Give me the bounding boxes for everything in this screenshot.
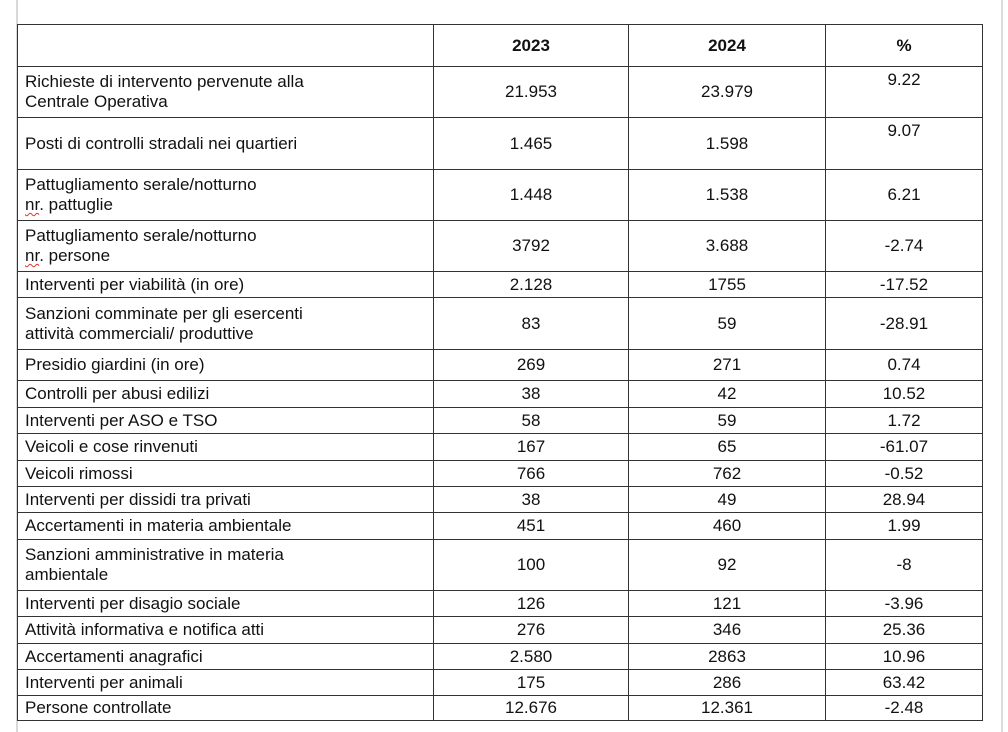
value-percent: -0.52	[826, 461, 983, 487]
value-2023: 451	[434, 513, 629, 540]
value-2023: 3792	[434, 221, 629, 272]
value-2024: 2863	[629, 644, 826, 670]
value-2024: 286	[629, 670, 826, 696]
row-label-line: Sanzioni amministrative in materia	[25, 545, 284, 564]
header-2024: 2024	[629, 25, 826, 67]
table-row	[18, 272, 983, 298]
row-label-line: Pattugliamento serale/notturno	[25, 175, 257, 194]
value-2023: 38	[434, 381, 629, 408]
row-label	[18, 591, 434, 617]
row-label	[18, 350, 434, 381]
row-label-line: Presidio giardini (in ore)	[25, 355, 205, 374]
value-percent: -2.74	[826, 221, 983, 272]
value-percent: 1.99	[826, 513, 983, 540]
value-percent: 63.42	[826, 670, 983, 696]
value-2024: 762	[629, 461, 826, 487]
row-label-line: attività commerciali/ produttive	[25, 323, 254, 343]
header-2023: 2023	[434, 25, 629, 67]
row-label	[18, 381, 434, 408]
row-label	[18, 67, 434, 118]
page-edge-right	[1001, 0, 1003, 732]
value-2024: 65	[629, 434, 826, 461]
value-percent: 6.21	[826, 170, 983, 221]
value-2024: 460	[629, 513, 826, 540]
table-row	[18, 350, 983, 381]
row-label-line: nr. pattuglie	[25, 195, 113, 214]
row-label	[18, 487, 434, 513]
row-label-line: Persone controllate	[25, 698, 172, 717]
value-2023: 1.465	[434, 118, 629, 170]
table-row	[18, 696, 983, 721]
row-label	[18, 670, 434, 696]
row-label-line: Interventi per disagio sociale	[25, 593, 241, 613]
row-label	[18, 696, 434, 721]
header-percent: %	[826, 25, 983, 67]
row-label	[18, 617, 434, 644]
table-row	[18, 408, 983, 434]
table-row	[18, 221, 983, 272]
table-row	[18, 670, 983, 696]
row-label	[18, 272, 434, 298]
row-label	[18, 298, 434, 350]
value-percent: 10.96	[826, 644, 983, 670]
row-label	[18, 461, 434, 487]
table-row	[18, 118, 983, 170]
row-label	[18, 118, 434, 170]
spellcheck-mark: nr	[25, 246, 40, 265]
table-row	[18, 298, 983, 350]
value-2023: 83	[434, 298, 629, 350]
table-row	[18, 540, 983, 591]
value-percent: 25.36	[826, 617, 983, 644]
table-row	[18, 644, 983, 670]
row-label	[18, 221, 434, 272]
value-2023: 766	[434, 461, 629, 487]
row-label	[18, 170, 434, 221]
value-2024: 1.598	[629, 118, 826, 170]
value-2023: 175	[434, 670, 629, 696]
value-percent: -28.91	[826, 298, 983, 350]
table-row	[18, 381, 983, 408]
value-2024: 12.361	[629, 696, 826, 721]
header-row	[18, 25, 983, 67]
statistics-table	[17, 24, 983, 721]
row-label-line: Interventi per animali	[25, 672, 183, 692]
value-2023: 276	[434, 617, 629, 644]
row-label-line: Interventi per viabilità (in ore)	[25, 274, 245, 294]
value-2023: 100	[434, 540, 629, 591]
spellcheck-mark: nr	[25, 195, 40, 214]
row-label-line: Centrale Operativa	[25, 92, 168, 111]
value-2023: 12.676	[434, 696, 629, 721]
row-label	[18, 540, 434, 591]
row-label-line: Interventi per dissidi tra privati	[25, 489, 251, 509]
table-row	[18, 461, 983, 487]
value-2024: 92	[629, 540, 826, 591]
row-label-line: Sanzioni comminate per gli esercenti	[25, 303, 303, 323]
value-2024: 42	[629, 381, 826, 408]
value-percent: 9.22	[826, 67, 983, 118]
row-label-line: Accertamenti anagrafici	[25, 646, 203, 666]
row-label-line: Attività informativa e notifica atti	[25, 620, 265, 639]
value-percent: -17.52	[826, 272, 983, 298]
value-2024: 1755	[629, 272, 826, 298]
value-2024: 1.538	[629, 170, 826, 221]
value-2024: 23.979	[629, 67, 826, 118]
value-percent: 9.07	[826, 118, 983, 170]
value-2023: 21.953	[434, 67, 629, 118]
value-2023: 38	[434, 487, 629, 513]
row-label-line: Posti di controlli stradali nei quartieri	[25, 133, 298, 153]
table-row	[18, 434, 983, 461]
value-2023: 167	[434, 434, 629, 461]
table-body	[18, 67, 983, 721]
value-2024: 271	[629, 350, 826, 381]
row-label-line: Richieste di intervento pervenute alla	[25, 72, 304, 91]
value-2024: 49	[629, 487, 826, 513]
value-2023: 1.448	[434, 170, 629, 221]
value-2024: 3.688	[629, 221, 826, 272]
row-label-line: Pattugliamento serale/notturno	[25, 226, 257, 245]
value-percent: -3.96	[826, 591, 983, 617]
value-2023: 2.128	[434, 272, 629, 298]
row-label	[18, 513, 434, 540]
row-label-line: Veicoli rimossi	[25, 463, 133, 483]
value-percent: 0.74	[826, 350, 983, 381]
value-percent: -61.07	[826, 434, 983, 461]
value-2023: 269	[434, 350, 629, 381]
row-label	[18, 408, 434, 434]
value-percent: 28.94	[826, 487, 983, 513]
row-label-line: Accertamenti in materia ambientale	[25, 516, 292, 535]
table-row	[18, 487, 983, 513]
row-label-line: nr. persone	[25, 246, 111, 265]
value-2024: 346	[629, 617, 826, 644]
value-2024: 59	[629, 298, 826, 350]
row-label-line: ambientale	[25, 565, 109, 584]
value-2024: 59	[629, 408, 826, 434]
table-row	[18, 513, 983, 540]
row-label	[18, 644, 434, 670]
value-2024: 121	[629, 591, 826, 617]
row-label-line: Interventi per ASO e TSO	[25, 410, 218, 430]
value-percent: -2.48	[826, 696, 983, 721]
value-2023: 2.580	[434, 644, 629, 670]
value-2023: 58	[434, 408, 629, 434]
row-label-line: Controlli per abusi edilizi	[25, 384, 210, 403]
value-percent: 1.72	[826, 408, 983, 434]
row-label-line: Veicoli e cose rinvenuti	[25, 437, 198, 456]
table-row	[18, 67, 983, 118]
table-row	[18, 617, 983, 644]
table-row	[18, 170, 983, 221]
header-label	[18, 25, 434, 67]
value-percent: -8	[826, 540, 983, 591]
value-percent: 10.52	[826, 381, 983, 408]
row-label	[18, 434, 434, 461]
value-2023: 126	[434, 591, 629, 617]
table-row	[18, 591, 983, 617]
